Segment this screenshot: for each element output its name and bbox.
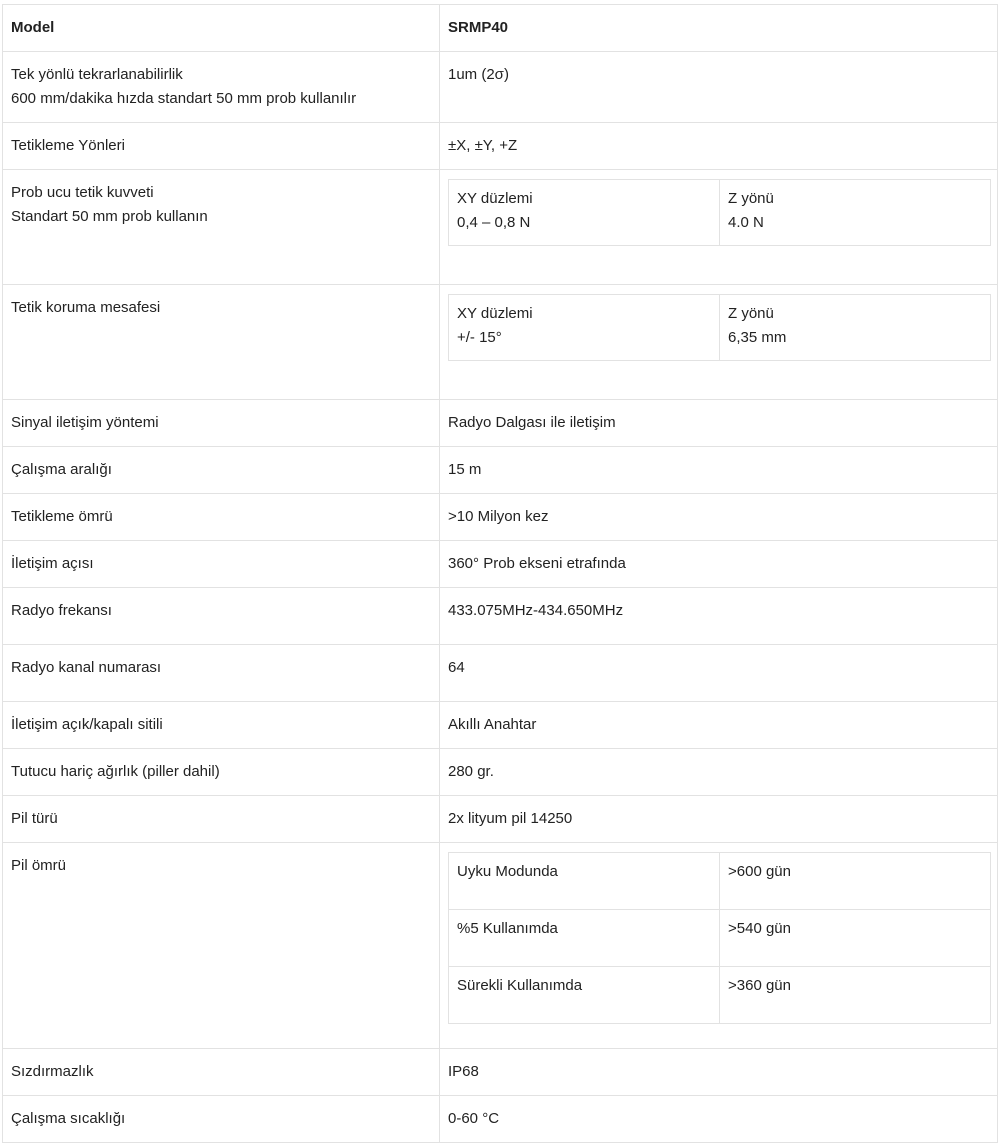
- table-row: [3, 170, 998, 285]
- row-value: 15 m: [440, 447, 998, 494]
- row-label: Çalışma sıcaklığı: [3, 1096, 440, 1143]
- table-row: [3, 447, 998, 494]
- nested-row: [449, 295, 991, 361]
- row-label-line: 600 mm/dakika hızda standart 50 mm prob kullanılır: [11, 90, 357, 107]
- table-row: [3, 749, 998, 796]
- table-row: [3, 1049, 998, 1096]
- nested-cell: [720, 295, 991, 361]
- row-label: İletişim açık/kapalı sitili: [3, 702, 440, 749]
- nested-row: [449, 853, 991, 910]
- row-label: Tetikleme ömrü: [3, 494, 440, 541]
- row-value: Radyo Dalgası ile iletişim: [440, 400, 998, 447]
- row-label-line: Standart 50 mm prob kullanın: [11, 208, 208, 225]
- nested-cell: [449, 180, 720, 246]
- nested-row: [449, 180, 991, 246]
- battery-mode: Uyku Modunda: [449, 853, 720, 910]
- table-row: [3, 52, 998, 123]
- row-label: Çalışma aralığı: [3, 447, 440, 494]
- z-value: 4.0 N: [728, 214, 764, 231]
- table-row: [3, 123, 998, 170]
- row-value: 1um (2σ): [440, 52, 998, 123]
- xy-label: XY düzlemi: [457, 305, 533, 322]
- header-value: SRMP40: [440, 5, 998, 52]
- row-label: Radyo frekansı: [3, 588, 440, 645]
- battery-duration: >360 gün: [720, 967, 991, 1024]
- row-value: 360° Prob ekseni etrafında: [440, 541, 998, 588]
- row-label: Tutucu hariç ağırlık (piller dahil): [3, 749, 440, 796]
- row-label: Radyo kanal numarası: [3, 645, 440, 702]
- row-label: [3, 52, 440, 123]
- xy-value: +/- 15°: [457, 329, 502, 346]
- row-label: Tetik koruma mesafesi: [3, 285, 440, 400]
- header-label: Model: [3, 5, 440, 52]
- table-row: [3, 645, 998, 702]
- table-row: [3, 400, 998, 447]
- row-label: Pil ömrü: [3, 843, 440, 1049]
- table-row: [3, 702, 998, 749]
- row-value: [440, 170, 998, 285]
- row-value: IP68: [440, 1049, 998, 1096]
- xy-value: 0,4 – 0,8 N: [457, 214, 531, 231]
- nested-table: [448, 294, 991, 361]
- row-label: Tetikleme Yönleri: [3, 123, 440, 170]
- battery-life-table: [448, 852, 991, 1024]
- row-label-line: Tek yönlü tekrarlanabilirlik: [11, 66, 183, 83]
- nested-row: [449, 967, 991, 1024]
- battery-mode: %5 Kullanımda: [449, 910, 720, 967]
- table-row: [3, 1096, 998, 1143]
- row-label: Sinyal iletişim yöntemi: [3, 400, 440, 447]
- nested-cell: [449, 295, 720, 361]
- row-label: [3, 170, 440, 285]
- row-value: Akıllı Anahtar: [440, 702, 998, 749]
- row-value: 2x lityum pil 14250: [440, 796, 998, 843]
- row-label-line: Prob ucu tetik kuvveti: [11, 184, 154, 201]
- row-value: 64: [440, 645, 998, 702]
- table-header-row: [3, 5, 998, 52]
- nested-cell: [720, 180, 991, 246]
- row-value: 433.075MHz-434.650MHz: [440, 588, 998, 645]
- table-row: [3, 796, 998, 843]
- row-value: ±X, ±Y, +Z: [440, 123, 998, 170]
- row-label: Pil türü: [3, 796, 440, 843]
- battery-duration: >540 gün: [720, 910, 991, 967]
- row-label: İletişim açısı: [3, 541, 440, 588]
- table-row: [3, 588, 998, 645]
- row-value: >10 Milyon kez: [440, 494, 998, 541]
- row-value: [440, 285, 998, 400]
- battery-duration: >600 gün: [720, 853, 991, 910]
- xy-label: XY düzlemi: [457, 190, 533, 207]
- battery-mode: Sürekli Kullanımda: [449, 967, 720, 1024]
- z-label: Z yönü: [728, 305, 774, 322]
- nested-table: [448, 179, 991, 246]
- row-value: [440, 843, 998, 1049]
- nested-row: [449, 910, 991, 967]
- table-row: [3, 843, 998, 1049]
- spec-table: [2, 4, 998, 1143]
- z-label: Z yönü: [728, 190, 774, 207]
- table-row: [3, 541, 998, 588]
- z-value: 6,35 mm: [728, 329, 787, 346]
- row-value: 280 gr.: [440, 749, 998, 796]
- table-row: [3, 494, 998, 541]
- table-row: [3, 285, 998, 400]
- row-label: Sızdırmazlık: [3, 1049, 440, 1096]
- row-value: 0-60 °C: [440, 1096, 998, 1143]
